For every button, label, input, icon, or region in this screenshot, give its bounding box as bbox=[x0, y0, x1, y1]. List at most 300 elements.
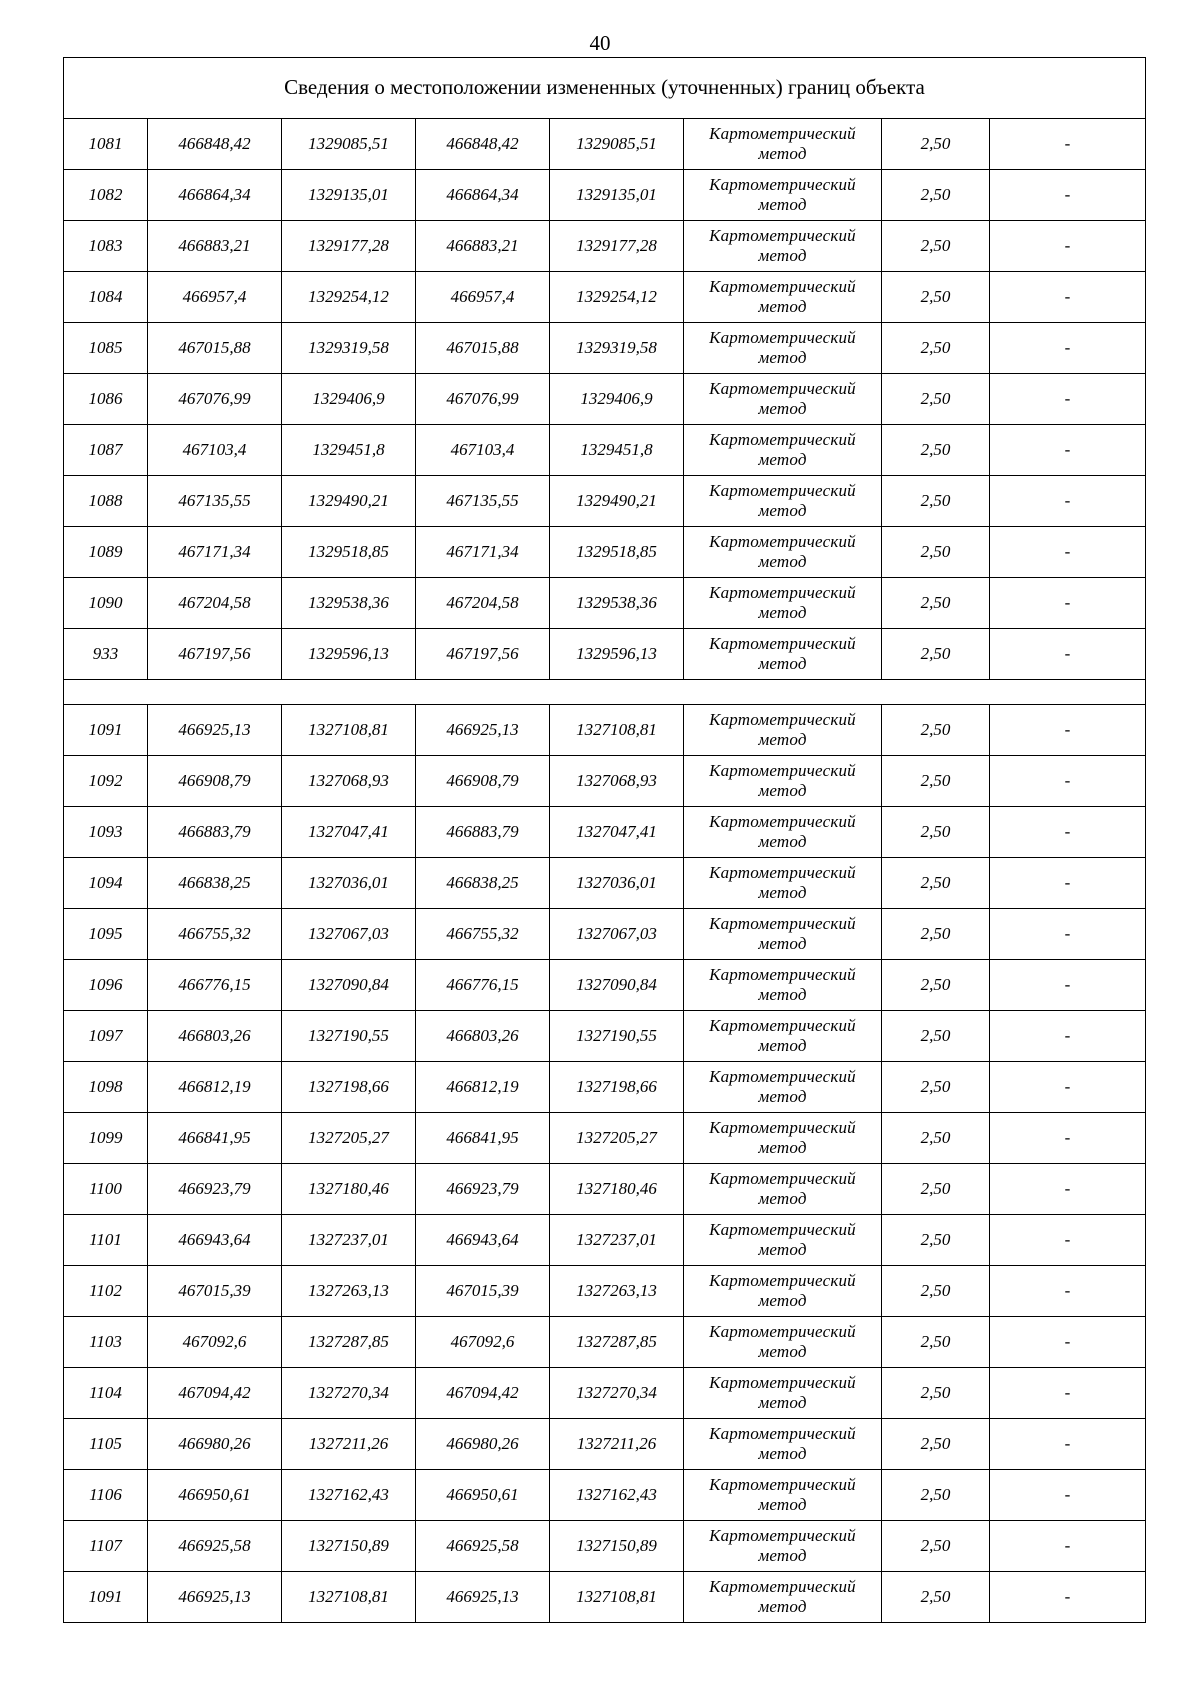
cell-existing-y: 1329177,28 bbox=[282, 221, 416, 272]
cell-accuracy: 2,50 bbox=[882, 374, 990, 425]
cell-description: - bbox=[990, 527, 1146, 578]
cell-existing-x: 466943,64 bbox=[148, 1215, 282, 1266]
table-row bbox=[64, 756, 1146, 807]
cell-existing-y: 1329490,21 bbox=[282, 476, 416, 527]
cell-refined-x: 466957,4 bbox=[416, 272, 550, 323]
cell-refined-y: 1327090,84 bbox=[550, 960, 684, 1011]
cell-refined-y: 1329319,58 bbox=[550, 323, 684, 374]
table-row bbox=[64, 1113, 1146, 1164]
cell-description: - bbox=[990, 909, 1146, 960]
method-line-2: метод bbox=[758, 1036, 807, 1055]
cell-description: - bbox=[990, 1368, 1146, 1419]
cell-point-number: 1081 bbox=[64, 119, 148, 170]
cell-accuracy: 2,50 bbox=[882, 272, 990, 323]
boundary-coordinates-table bbox=[63, 57, 1146, 1623]
cell-existing-x: 466803,26 bbox=[148, 1011, 282, 1062]
cell-method bbox=[684, 629, 882, 680]
method-line-2: метод bbox=[758, 399, 807, 418]
cell-accuracy: 2,50 bbox=[882, 1266, 990, 1317]
cell-point-number: 1091 bbox=[64, 1572, 148, 1623]
cell-accuracy: 2,50 bbox=[882, 1521, 990, 1572]
cell-existing-x: 467135,55 bbox=[148, 476, 282, 527]
cell-existing-y: 1327068,93 bbox=[282, 756, 416, 807]
table-row bbox=[64, 858, 1146, 909]
method-line-1: Картометрический bbox=[709, 1118, 856, 1137]
cell-accuracy: 2,50 bbox=[882, 527, 990, 578]
cell-existing-y: 1327263,13 bbox=[282, 1266, 416, 1317]
method-line-2: метод bbox=[758, 501, 807, 520]
method-line-1: Картометрический bbox=[709, 379, 856, 398]
cell-point-number: 1082 bbox=[64, 170, 148, 221]
cell-existing-x: 466950,61 bbox=[148, 1470, 282, 1521]
cell-description: - bbox=[990, 960, 1146, 1011]
method-line-2: метод bbox=[758, 883, 807, 902]
cell-existing-x: 466812,19 bbox=[148, 1062, 282, 1113]
cell-method bbox=[684, 705, 882, 756]
cell-description: - bbox=[990, 323, 1146, 374]
cell-accuracy: 2,50 bbox=[882, 858, 990, 909]
cell-accuracy: 2,50 bbox=[882, 170, 990, 221]
method-line-1: Картометрический bbox=[709, 1271, 856, 1290]
cell-existing-x: 467171,34 bbox=[148, 527, 282, 578]
cell-refined-y: 1327211,26 bbox=[550, 1419, 684, 1470]
method-line-1: Картометрический bbox=[709, 1526, 856, 1545]
cell-description: - bbox=[990, 221, 1146, 272]
method-line-2: метод bbox=[758, 297, 807, 316]
cell-method bbox=[684, 960, 882, 1011]
method-line-2: метод bbox=[758, 450, 807, 469]
cell-existing-y: 1329596,13 bbox=[282, 629, 416, 680]
cell-method bbox=[684, 909, 882, 960]
cell-method bbox=[684, 323, 882, 374]
method-line-2: метод bbox=[758, 1240, 807, 1259]
cell-existing-y: 1327108,81 bbox=[282, 705, 416, 756]
cell-description: - bbox=[990, 1572, 1146, 1623]
cell-point-number: 1094 bbox=[64, 858, 148, 909]
table-row bbox=[64, 1011, 1146, 1062]
cell-accuracy: 2,50 bbox=[882, 1215, 990, 1266]
cell-refined-y: 1327150,89 bbox=[550, 1521, 684, 1572]
cell-existing-y: 1327036,01 bbox=[282, 858, 416, 909]
cell-existing-y: 1327287,85 bbox=[282, 1317, 416, 1368]
cell-refined-y: 1329490,21 bbox=[550, 476, 684, 527]
cell-refined-x: 467015,88 bbox=[416, 323, 550, 374]
method-line-2: метод bbox=[758, 934, 807, 953]
cell-point-number: 1092 bbox=[64, 756, 148, 807]
cell-refined-x: 466883,79 bbox=[416, 807, 550, 858]
table-row bbox=[64, 960, 1146, 1011]
table-row bbox=[64, 1470, 1146, 1521]
cell-method bbox=[684, 374, 882, 425]
method-line-2: метод bbox=[758, 246, 807, 265]
cell-refined-y: 1329596,13 bbox=[550, 629, 684, 680]
cell-method bbox=[684, 1572, 882, 1623]
cell-refined-x: 467204,58 bbox=[416, 578, 550, 629]
table-row bbox=[64, 1317, 1146, 1368]
cell-accuracy: 2,50 bbox=[882, 578, 990, 629]
cell-description: - bbox=[990, 1062, 1146, 1113]
cell-existing-x: 466776,15 bbox=[148, 960, 282, 1011]
cell-description: - bbox=[990, 705, 1146, 756]
cell-existing-x: 466980,26 bbox=[148, 1419, 282, 1470]
cell-refined-y: 1327237,01 bbox=[550, 1215, 684, 1266]
cell-existing-x: 466925,13 bbox=[148, 705, 282, 756]
cell-method bbox=[684, 1419, 882, 1470]
table-row bbox=[64, 705, 1146, 756]
cell-refined-x: 466776,15 bbox=[416, 960, 550, 1011]
cell-point-number: 1091 bbox=[64, 705, 148, 756]
cell-refined-x: 467076,99 bbox=[416, 374, 550, 425]
cell-method bbox=[684, 807, 882, 858]
cell-description: - bbox=[990, 476, 1146, 527]
cell-point-number: 1089 bbox=[64, 527, 148, 578]
cell-point-number: 1104 bbox=[64, 1368, 148, 1419]
cell-description: - bbox=[990, 170, 1146, 221]
cell-existing-x: 467094,42 bbox=[148, 1368, 282, 1419]
table-row bbox=[64, 1572, 1146, 1623]
cell-point-number: 1107 bbox=[64, 1521, 148, 1572]
cell-refined-x: 467103,4 bbox=[416, 425, 550, 476]
cell-point-number: 1095 bbox=[64, 909, 148, 960]
cell-method bbox=[684, 170, 882, 221]
cell-accuracy: 2,50 bbox=[882, 1011, 990, 1062]
method-line-1: Картометрический bbox=[709, 1169, 856, 1188]
method-line-2: метод bbox=[758, 1342, 807, 1361]
table-row bbox=[64, 909, 1146, 960]
cell-existing-x: 467092,6 bbox=[148, 1317, 282, 1368]
method-line-1: Картометрический bbox=[709, 226, 856, 245]
cell-refined-y: 1329135,01 bbox=[550, 170, 684, 221]
method-line-1: Картометрический bbox=[709, 761, 856, 780]
cell-method bbox=[684, 527, 882, 578]
cell-point-number: 1083 bbox=[64, 221, 148, 272]
table-row bbox=[64, 1521, 1146, 1572]
cell-refined-x: 466838,25 bbox=[416, 858, 550, 909]
cell-refined-x: 466925,58 bbox=[416, 1521, 550, 1572]
cell-existing-y: 1327198,66 bbox=[282, 1062, 416, 1113]
cell-description: - bbox=[990, 1215, 1146, 1266]
cell-refined-x: 466841,95 bbox=[416, 1113, 550, 1164]
cell-existing-x: 466848,42 bbox=[148, 119, 282, 170]
table-row bbox=[64, 374, 1146, 425]
cell-description: - bbox=[990, 1419, 1146, 1470]
method-line-1: Картометрический bbox=[709, 1322, 856, 1341]
cell-accuracy: 2,50 bbox=[882, 909, 990, 960]
method-line-2: метод bbox=[758, 985, 807, 1004]
cell-accuracy: 2,50 bbox=[882, 1368, 990, 1419]
cell-description: - bbox=[990, 119, 1146, 170]
cell-existing-x: 466883,79 bbox=[148, 807, 282, 858]
cell-point-number: 1100 bbox=[64, 1164, 148, 1215]
cell-refined-x: 467094,42 bbox=[416, 1368, 550, 1419]
cell-existing-x: 466925,13 bbox=[148, 1572, 282, 1623]
table-row bbox=[64, 221, 1146, 272]
table-row bbox=[64, 1368, 1146, 1419]
page-number: 40 bbox=[589, 31, 611, 55]
method-line-1: Картометрический bbox=[709, 430, 856, 449]
cell-existing-y: 1327211,26 bbox=[282, 1419, 416, 1470]
cell-method bbox=[684, 425, 882, 476]
method-line-1: Картометрический bbox=[709, 863, 856, 882]
table-title: Сведения о местоположении измененных (уточненных) границ объекта bbox=[64, 58, 1146, 119]
cell-accuracy: 2,50 bbox=[882, 119, 990, 170]
method-line-2: метод bbox=[758, 1189, 807, 1208]
cell-refined-y: 1327068,93 bbox=[550, 756, 684, 807]
cell-description: - bbox=[990, 756, 1146, 807]
cell-existing-x: 466838,25 bbox=[148, 858, 282, 909]
cell-description: - bbox=[990, 578, 1146, 629]
cell-existing-x: 466883,21 bbox=[148, 221, 282, 272]
cell-refined-x: 466908,79 bbox=[416, 756, 550, 807]
table-row bbox=[64, 527, 1146, 578]
method-line-2: метод bbox=[758, 654, 807, 673]
cell-point-number: 1096 bbox=[64, 960, 148, 1011]
table-row bbox=[64, 119, 1146, 170]
cell-description: - bbox=[990, 1113, 1146, 1164]
cell-existing-x: 466925,58 bbox=[148, 1521, 282, 1572]
cell-refined-x: 466950,61 bbox=[416, 1470, 550, 1521]
cell-existing-y: 1327180,46 bbox=[282, 1164, 416, 1215]
cell-refined-x: 467092,6 bbox=[416, 1317, 550, 1368]
cell-method bbox=[684, 1062, 882, 1113]
cell-existing-y: 1327150,89 bbox=[282, 1521, 416, 1572]
cell-description: - bbox=[990, 1164, 1146, 1215]
cell-description: - bbox=[990, 1521, 1146, 1572]
table-row bbox=[64, 629, 1146, 680]
method-line-2: метод bbox=[758, 1291, 807, 1310]
method-line-2: метод bbox=[758, 195, 807, 214]
cell-method bbox=[684, 1470, 882, 1521]
cell-refined-x: 466864,34 bbox=[416, 170, 550, 221]
cell-description: - bbox=[990, 1470, 1146, 1521]
method-line-1: Картометрический bbox=[709, 532, 856, 551]
cell-refined-y: 1329518,85 bbox=[550, 527, 684, 578]
cell-existing-y: 1327270,34 bbox=[282, 1368, 416, 1419]
cell-method bbox=[684, 1011, 882, 1062]
method-line-1: Картометрический bbox=[709, 1220, 856, 1239]
cell-existing-y: 1327205,27 bbox=[282, 1113, 416, 1164]
method-line-2: метод bbox=[758, 348, 807, 367]
cell-refined-x: 466848,42 bbox=[416, 119, 550, 170]
method-line-2: метод bbox=[758, 1597, 807, 1616]
cell-accuracy: 2,50 bbox=[882, 1062, 990, 1113]
cell-method bbox=[684, 1521, 882, 1572]
cell-point-number: 933 bbox=[64, 629, 148, 680]
method-line-1: Картометрический bbox=[709, 634, 856, 653]
cell-accuracy: 2,50 bbox=[882, 1113, 990, 1164]
cell-existing-x: 466864,34 bbox=[148, 170, 282, 221]
cell-existing-y: 1329538,36 bbox=[282, 578, 416, 629]
cell-refined-x: 467135,55 bbox=[416, 476, 550, 527]
cell-accuracy: 2,50 bbox=[882, 705, 990, 756]
cell-refined-y: 1327108,81 bbox=[550, 1572, 684, 1623]
cell-existing-x: 466908,79 bbox=[148, 756, 282, 807]
method-line-1: Картометрический bbox=[709, 124, 856, 143]
group-separator-cell bbox=[64, 680, 1146, 705]
cell-existing-y: 1329451,8 bbox=[282, 425, 416, 476]
method-line-2: метод bbox=[758, 144, 807, 163]
cell-existing-y: 1329406,9 bbox=[282, 374, 416, 425]
cell-point-number: 1086 bbox=[64, 374, 148, 425]
method-line-2: метод bbox=[758, 1138, 807, 1157]
cell-existing-y: 1327108,81 bbox=[282, 1572, 416, 1623]
cell-refined-y: 1327162,43 bbox=[550, 1470, 684, 1521]
cell-description: - bbox=[990, 1317, 1146, 1368]
cell-refined-x: 466943,64 bbox=[416, 1215, 550, 1266]
cell-point-number: 1106 bbox=[64, 1470, 148, 1521]
table-row bbox=[64, 1266, 1146, 1317]
method-line-2: метод bbox=[758, 781, 807, 800]
method-line-1: Картометрический bbox=[709, 328, 856, 347]
cell-existing-x: 467076,99 bbox=[148, 374, 282, 425]
cell-existing-x: 467015,39 bbox=[148, 1266, 282, 1317]
method-line-2: метод bbox=[758, 832, 807, 851]
cell-method bbox=[684, 1317, 882, 1368]
method-line-2: метод bbox=[758, 1546, 807, 1565]
method-line-1: Картометрический bbox=[709, 583, 856, 602]
cell-method bbox=[684, 858, 882, 909]
cell-refined-y: 1327270,34 bbox=[550, 1368, 684, 1419]
method-line-2: метод bbox=[758, 730, 807, 749]
cell-point-number: 1084 bbox=[64, 272, 148, 323]
cell-accuracy: 2,50 bbox=[882, 1164, 990, 1215]
cell-method bbox=[684, 756, 882, 807]
table-row bbox=[64, 476, 1146, 527]
cell-refined-x: 466925,13 bbox=[416, 1572, 550, 1623]
cell-refined-y: 1327108,81 bbox=[550, 705, 684, 756]
cell-accuracy: 2,50 bbox=[882, 960, 990, 1011]
cell-point-number: 1098 bbox=[64, 1062, 148, 1113]
cell-existing-x: 467015,88 bbox=[148, 323, 282, 374]
method-line-2: метод bbox=[758, 552, 807, 571]
cell-existing-y: 1327190,55 bbox=[282, 1011, 416, 1062]
cell-refined-x: 467171,34 bbox=[416, 527, 550, 578]
method-line-1: Картометрический bbox=[709, 965, 856, 984]
cell-method bbox=[684, 578, 882, 629]
cell-description: - bbox=[990, 374, 1146, 425]
cell-point-number: 1105 bbox=[64, 1419, 148, 1470]
cell-existing-y: 1329135,01 bbox=[282, 170, 416, 221]
method-line-1: Картометрический bbox=[709, 1424, 856, 1443]
cell-method bbox=[684, 221, 882, 272]
table-row bbox=[64, 323, 1146, 374]
method-line-2: метод bbox=[758, 1087, 807, 1106]
cell-refined-y: 1327287,85 bbox=[550, 1317, 684, 1368]
cell-method bbox=[684, 476, 882, 527]
cell-refined-y: 1327198,66 bbox=[550, 1062, 684, 1113]
cell-refined-x: 466883,21 bbox=[416, 221, 550, 272]
table-row bbox=[64, 1419, 1146, 1470]
cell-point-number: 1087 bbox=[64, 425, 148, 476]
cell-point-number: 1097 bbox=[64, 1011, 148, 1062]
cell-existing-y: 1327047,41 bbox=[282, 807, 416, 858]
method-line-1: Картометрический bbox=[709, 1373, 856, 1392]
cell-existing-x: 467103,4 bbox=[148, 425, 282, 476]
cell-existing-y: 1327090,84 bbox=[282, 960, 416, 1011]
group-separator-row bbox=[64, 680, 1146, 705]
table-row bbox=[64, 1164, 1146, 1215]
cell-existing-y: 1329254,12 bbox=[282, 272, 416, 323]
cell-method bbox=[684, 1266, 882, 1317]
method-line-1: Картометрический bbox=[709, 812, 856, 831]
cell-description: - bbox=[990, 858, 1146, 909]
method-line-2: метод bbox=[758, 1444, 807, 1463]
cell-description: - bbox=[990, 1011, 1146, 1062]
table-row bbox=[64, 272, 1146, 323]
cell-method bbox=[684, 1368, 882, 1419]
cell-point-number: 1103 bbox=[64, 1317, 148, 1368]
cell-method bbox=[684, 272, 882, 323]
cell-description: - bbox=[990, 629, 1146, 680]
cell-existing-x: 466957,4 bbox=[148, 272, 282, 323]
table-row bbox=[64, 170, 1146, 221]
cell-refined-y: 1327180,46 bbox=[550, 1164, 684, 1215]
cell-refined-y: 1327190,55 bbox=[550, 1011, 684, 1062]
method-line-1: Картометрический bbox=[709, 1475, 856, 1494]
table-row bbox=[64, 578, 1146, 629]
cell-refined-y: 1327205,27 bbox=[550, 1113, 684, 1164]
cell-accuracy: 2,50 bbox=[882, 425, 990, 476]
cell-point-number: 1088 bbox=[64, 476, 148, 527]
cell-existing-x: 467204,58 bbox=[148, 578, 282, 629]
cell-refined-x: 467197,56 bbox=[416, 629, 550, 680]
cell-point-number: 1101 bbox=[64, 1215, 148, 1266]
cell-accuracy: 2,50 bbox=[882, 1317, 990, 1368]
method-line-1: Картометрический bbox=[709, 277, 856, 296]
cell-refined-y: 1327263,13 bbox=[550, 1266, 684, 1317]
cell-refined-x: 466803,26 bbox=[416, 1011, 550, 1062]
cell-method bbox=[684, 1164, 882, 1215]
cell-point-number: 1102 bbox=[64, 1266, 148, 1317]
table-title-row bbox=[64, 58, 1146, 119]
cell-existing-y: 1329085,51 bbox=[282, 119, 416, 170]
cell-refined-y: 1329177,28 bbox=[550, 221, 684, 272]
cell-refined-x: 466812,19 bbox=[416, 1062, 550, 1113]
method-line-2: метод bbox=[758, 603, 807, 622]
table-body bbox=[64, 58, 1146, 1623]
method-line-1: Картометрический bbox=[709, 481, 856, 500]
table-row bbox=[64, 1215, 1146, 1266]
cell-accuracy: 2,50 bbox=[882, 1470, 990, 1521]
cell-description: - bbox=[990, 272, 1146, 323]
cell-refined-x: 466923,79 bbox=[416, 1164, 550, 1215]
cell-description: - bbox=[990, 425, 1146, 476]
cell-existing-y: 1327237,01 bbox=[282, 1215, 416, 1266]
method-line-1: Картометрический bbox=[709, 1016, 856, 1035]
cell-refined-y: 1327047,41 bbox=[550, 807, 684, 858]
method-line-2: метод bbox=[758, 1495, 807, 1514]
cell-accuracy: 2,50 bbox=[882, 323, 990, 374]
method-line-1: Картометрический bbox=[709, 1577, 856, 1596]
cell-accuracy: 2,50 bbox=[882, 756, 990, 807]
method-line-1: Картометрический bbox=[709, 710, 856, 729]
cell-accuracy: 2,50 bbox=[882, 1419, 990, 1470]
cell-point-number: 1099 bbox=[64, 1113, 148, 1164]
cell-existing-y: 1327162,43 bbox=[282, 1470, 416, 1521]
cell-existing-y: 1329319,58 bbox=[282, 323, 416, 374]
cell-refined-y: 1327067,03 bbox=[550, 909, 684, 960]
cell-point-number: 1090 bbox=[64, 578, 148, 629]
table-row bbox=[64, 1062, 1146, 1113]
method-line-1: Картометрический bbox=[709, 914, 856, 933]
cell-point-number: 1093 bbox=[64, 807, 148, 858]
cell-refined-x: 467015,39 bbox=[416, 1266, 550, 1317]
cell-refined-x: 466980,26 bbox=[416, 1419, 550, 1470]
cell-refined-y: 1329451,8 bbox=[550, 425, 684, 476]
method-line-2: метод bbox=[758, 1393, 807, 1412]
method-line-1: Картометрический bbox=[709, 1067, 856, 1086]
cell-refined-y: 1329406,9 bbox=[550, 374, 684, 425]
